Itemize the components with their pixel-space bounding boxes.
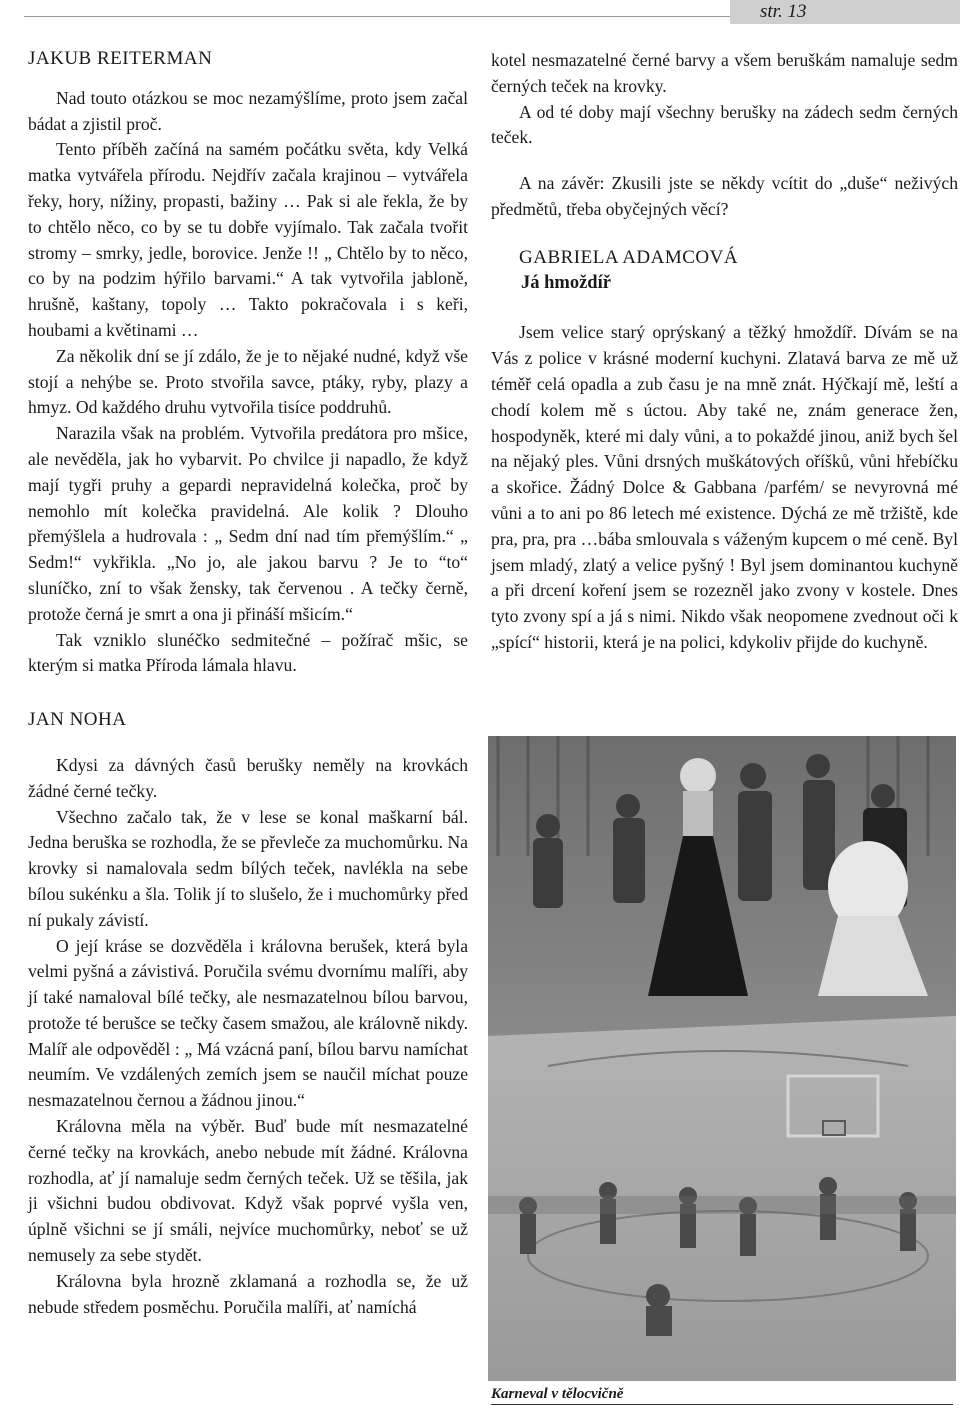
reiterman-paragraph: Za několik dní se jí zdálo, že je to nějaké nudné, když vše stojí a nehýbe se. Proto stvořila savce, ptáky, ryby, plazy a hmyz. Od každého druhu vytvořila tisíce poddruhů. bbox=[28, 345, 468, 418]
author-adamcova: GABRIELA ADAMCOVÁ bbox=[519, 246, 739, 268]
noha-paragraph: Královna měla na výběr. Buď bude mít nesmazatelné černé tečky na krovkách, anebo nebude mít žádné. Královna rozhodla, ať jí namaluje sedm černých teček. Už se těšila, jak ji všichni budou obdivovat. Když však poprvé vyšla ven, úplně všichni se jí smáli, nejvíce muchomůrky, neboť se už nemusely za sebe stydět. bbox=[28, 1116, 468, 1266]
article-title-hmozdir: Já hmoždíř bbox=[521, 272, 611, 293]
carnival-photo-image bbox=[488, 736, 956, 1381]
noha-continued: kotel nesmazatelné černé barvy a všem beruškám namaluje sedm černých teček na krovky. bbox=[491, 50, 958, 96]
noha-paragraph: O její kráse se dozvěděla i královna berušek, která byla velmi pyšná a závistivá. Poručila svému dvornímu malíři, aby jí také namaloval bílé tečky, ale nesmazatelnou bílou barvou, protože té berušce se tečky časem smažou, ale královně nikdy. Malíř ale odpověděl : „ Má vzácná paní, bílou barvu namíchat neumím. Ve vzdálených zemích jsem se naučil míchat pouze nesmazatelnou černou a žádnou jinou.“ bbox=[28, 935, 468, 1111]
right-column bbox=[491, 0, 958, 656]
reiterman-paragraph: Narazila však na problém. Vytvořila predátora pro mšice, ale nevěděla, jak ho vybarvit. Po chvilce ji napadlo, že když mají tygři pruhy a gepardi nepravidelná kolečka, proč by nemohlo mít kolečka pravidelná. Ale kolik ? Dlouho přemýšlela a hudrovala : „ Sedm dní nad tím přemýšlím.“ „ Sedm!“ vykřikla. „No jo, ale jakou barvu ? Je to “to“ sluníčko, zní to však žensky, tak červenou . A tečky černě, protože černá je smrt a ona ji přináší mšicím.“ bbox=[28, 423, 468, 624]
reiterman-paragraph: Tak vzniklo slunéčko sedmitečné – požírač mšic, se kterým si matka Příroda lámala hlavu. bbox=[28, 629, 468, 676]
adamcova-paragraph: Jsem velice starý oprýskaný a těžký hmoždíř. Dívám se na Vás z police v krásné moderní kuchyni. Zlatavá barva ze mě už téměř celá opadla a zub času je na mně znát. Hýčkají mě, leští a chodí kolem mě s úctou. Aby také ne, znám generace žen, hospodyněk, které mi daly vůni, a to pokaždé jinou, aniž bych šel na nějaký ples. Vůni drsných muškátových oříšků, vůni hřebíčku a skořice. Žádný Dolce & Gabbana /parfém/ se nevyrovná mé vůni a to ani po 86 letech mé existence. Dýchá ze mě tržiště, kde pra, pra, pra …bába smlouvala s váženým kupcem o mé ceně. Byl jsem mladý, zlatý a velice pyšný ! Byl jsem dominantou kuchyně a při drcení koření jsem se rozezněl jako zvony v kostele. Dnes tyto zvony spí a já s nimi. Nikdo však neopomene zvednout oči k „spící“ historii, která je na polici, kdykoliv přijde do kuchyně. bbox=[491, 322, 958, 652]
left-column bbox=[28, 0, 468, 1320]
carnival-photo bbox=[488, 736, 956, 1381]
reiterman-paragraph: Tento příběh začíná na samém počátku světa, kdy Velká matka vytvářela přírodu. Nejdřív začala krajinou – vytvářela řeky, hory, nížiny, propasti, bažiny … Pak si ale řekla, že by to chtělo něco, co by se tu dobře vyjímalo. Tak začala tvořit stromy – smrky, jedle, borovice. Jenže !! „ Chtělo by to něco, co by na podzim hýřilo barvami.“ A tak vytvořila jabloně, hrušně, kaštany, topoly … Takto pokračovala i s keři, houbami a květinami … bbox=[28, 139, 468, 340]
author-noha: JAN NOHA bbox=[28, 709, 127, 731]
page-number: str. 13 bbox=[730, 0, 960, 24]
reiterman-paragraph: Nad touto otázkou se moc nezamýšlíme, proto jsem začal bádat a zjistil proč. bbox=[28, 87, 468, 134]
noha-continued: A na závěr: Zkusili jste se někdy vcítit do „duše“ neživých předmětů, třeba obyčejných věcí? bbox=[491, 173, 958, 219]
noha-paragraph: Kdysi za dávných časů berušky neměly na krovkách žádné černé tečky. bbox=[28, 754, 468, 801]
noha-paragraph: Všechno začalo tak, že v lese se konal maškarní bál. Jedna beruška se rozhodla, že se převleče za muchomůrku. Na krovky si namalovala sedm bílých teček, navlékla na sebe bílou sukénku a šla. Tolik jí to slušelo, že i muchomůrky před ní pukaly závistí. bbox=[28, 806, 468, 930]
noha-continued: A od té doby mají všechny berušky na zádech sedm černých teček. bbox=[491, 101, 958, 148]
noha-paragraph: Královna byla hrozně zklamaná a rozhodla se, že už nebude středem posměchu. Poručila malíři, ať namíchá bbox=[28, 1270, 468, 1317]
author-reiterman: JAKUB REITERMAN bbox=[28, 48, 213, 69]
photo-caption: Karneval v tělocvičně bbox=[491, 1386, 953, 1405]
